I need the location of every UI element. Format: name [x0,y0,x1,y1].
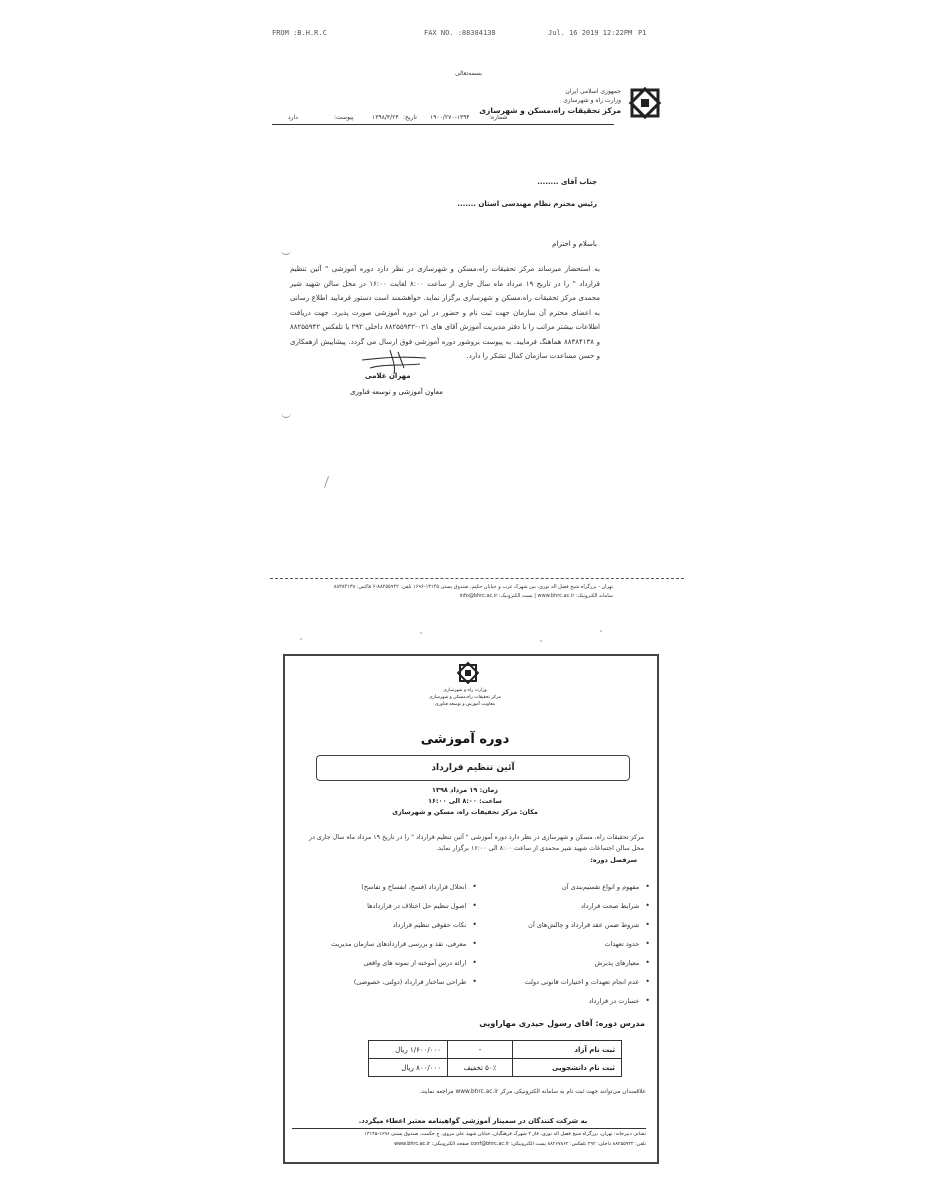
signer-name: مهران غلامی [365,372,411,380]
topic-right-5: •معیارهای پذیرش [594,958,650,967]
letter-date-value: ۱۳۹۸/۳/۲۴ [372,114,399,121]
brochure-footer-rule [292,1128,646,1129]
letter-footer-address: تهران - بزرگراه شیخ فضل اله نوری، بین شهرک غرب و خیابان حکیم، صندوق پستی ۱۳۱۴۵-۱۶۹۶ تلفن: ۸۸۲۵۵۹۴۲-۶ فاکس: ۸۸۳۸۴۱۳۸ [333,584,613,590]
letter-footer-rule [270,578,684,579]
greeting: باسلام و احترام [552,240,597,248]
letter-number-label: شماره: [489,114,508,121]
fax-number: FAX NO. :88384138 [424,29,496,37]
schedule-date: زمان: ۱۹ مرداد ۱۳۹۸ [432,786,498,794]
brochure-heading: دوره آموزشی [420,732,510,747]
letter-class-label: دارد [288,114,298,121]
course-title-box [316,755,630,781]
topic-right-1: •مفهوم و انواع تقسیم‌بندی آن [562,882,650,891]
topic-right-6: •عدم انجام تعهدات و اختیارات قانونی دولت [524,977,650,986]
letter-body-paragraph: به استحضار میرساند مرکز تحقیقات راه،مسکن و شهرسازی در نظر دارد دوره آموزشی " آئین تنظیم قرارداد " را در تاریخ ۱۹ مرداد ماه سال جاری از ساعت ۸:۰۰ لغایت ۱۶:۰۰ در محل سالن شهید شیر محمدی مرکز تحقیقات راه،مسکن و شهرسازی برگزار نماید. خواهشمند است دستور فرمایید اطلاع رسانی به اعضای محترم آن سازمان جهت ثبت نام و حضور در این دوره آموزشی صورت پذیرد. جهت دریافت اطلاعات بیشتر مراتب را با دفتر مدیریت آموزش آقای های ۰۲۱-۸۸۲۵۵۹۴۲ داخلی ۲۹۲ یا تلفکس ۸۸۲۵۵۹۴۲ و ۸۸۳۸۴۱۳۸ هماهنگ فرمایید. به پیوست بروشور دوره آموزشی فوق ارسال می گردد. پیشاپیش ازهمکاری و حسن مساعدت سازمان کمال تشکر را دارد. [290,265,601,360]
punch-mark-1 [281,244,291,255]
letter-org-country: جمهوری اسلامی ایران [565,88,621,95]
recipient-title: جناب آقای ........ [537,178,597,186]
topic-left-2: •اصول تنظیم حل اختلاف در قراردادها [367,901,477,910]
topic-right-2: •شرایط صحت قرارداد [581,901,650,910]
letter-org-center: مرکز تحقیقات راه،مسکن و شهرسازی [479,106,621,115]
fax-datetime: Jul. 16 2019 12:22PM [548,29,633,37]
letter-footer-web: سامانه الکترونیک: www.bhrc.ac.ir | پست الکترونیک: info@bhrc.ac.ir [459,593,613,599]
registration-price: ۱/۶۰۰/۰۰۰ ریال [369,1041,448,1059]
brochure-org-center: مرکز تحقیقات راه،مسکن و شهرسازی [429,695,501,700]
registration-table [368,1040,622,1077]
topic-left-5: •ارائه درس آموخته از نمونه های واقعی [363,958,477,967]
fax-from: FROM :B.H.R.C [272,29,327,37]
brochure-org-ministry: وزارت راه و شهرسازی [443,688,487,693]
brochure-org-unit: معاونت آموزش و توسعه فناوری [434,702,496,707]
topic-left-4: •معرفی، نقد و بررسی قراردادهای سازمان مدیریت [331,939,477,948]
registration-type: ثبت نام آزاد [513,1041,622,1059]
course-title: آئین تنظیم قرارداد [431,763,515,773]
punch-mark-2 [281,407,291,418]
recipient-role: رئیس محترم نظام مهندسی استان ....... [457,200,597,208]
registration-discount: ۵۰٪ تخفیف [448,1059,513,1077]
topic-left-3: •نکات حقوقی تنظیم قرارداد [392,920,477,929]
certificate-note: به شرکت کنندگان در سمینار آموزشی گواهینامه معتبر اعطاء میگردد. [358,1117,588,1125]
fax-page: P1 [638,29,647,37]
topic-right-4: •حدود تعهدات [604,939,650,948]
topic-left-1: •انحلال قرارداد (فسخ، انفساخ و تفاسخ) [361,882,477,891]
bhrc-emblem-icon [624,82,666,124]
basmala: بسمه‌تعالی [455,70,482,77]
registration-type: ثبت نام دانشجویی [513,1059,622,1077]
letter-date-label: تاریخ: [403,114,417,121]
topic-left-6: •طراحی ساختار قرارداد (دولتی، خصوصی) [353,977,477,986]
registration-price: ۸۰۰/۰۰۰ ریال [369,1059,448,1077]
registration-note: علاقمندان می‌توانند جهت ثبت نام به سامانه الکترونیکی مرکز www.bhrc.ac.ir مراجعه نمایند. [419,1089,646,1095]
stray-mark [324,476,329,488]
schedule-place: مکان: مرکز تحقیقات راه، مسکن و شهرسازی [392,808,538,816]
brochure-footer-contact: تلفن: ۸۸۲۵۵۹۴۲ داخلی: ۲۹۲ تلفکس: ۸۸۲۶۷۸۶۲ پست الکترونیکی: conf@bhrc.ac.ir صفحه الکترونیکی: www.bhrc.ac.ir [394,1141,646,1147]
signer-title: معاون آموزشی و توسعه فناوری [350,388,443,396]
brochure-intro: مرکز تحقیقات راه، مسکن و شهرسازی در نظر دارد دوره آموزشی " آئین تنظیم قرارداد " را در تاریخ ۱۹ مرداد ماه سال جاری در محل سالن اجتماعات شهید شیر محمدی از ساعت ۸:۰۰ الی ۱۶:۰۰ برگزار نماید. [309,834,644,852]
brochure-footer-address: نشانی دبیرخانه: تهران، بزرگراه شیخ فضل اله نوری، فاز ۲ شهرک فرهنگیان، خیابان شهید علی مروی، ج حکمت، صندوق پستی ۱۶۹۶-۱۳۱۴۵ [364,1131,646,1137]
registration-row [369,1041,622,1059]
topic-right-3: •شروط ضمن عقد قرارداد و چالش‌های آن [528,920,650,929]
letter-header-rule [272,124,614,125]
schedule-time: ساعت: ۸:۰۰ الی ۱۶:۰۰ [428,797,502,805]
topic-right-7: •خسارت در قرارداد [588,996,650,1005]
instructor: مدرس دوره: آقای رسول حیدری مهاراویی [479,1019,645,1028]
registration-discount: - [448,1041,513,1059]
registration-row [369,1059,622,1077]
topics-heading: سرفصل دوره: [590,856,637,864]
letter-number-value: ۱۹۰۰/۲۷۰-۱۳۹۴ [430,114,470,121]
letter-attachment-label: پیوست: [334,114,354,121]
brochure-emblem-icon [455,660,481,686]
letter-org-ministry: وزارت راه و شهرسازی [563,97,621,104]
